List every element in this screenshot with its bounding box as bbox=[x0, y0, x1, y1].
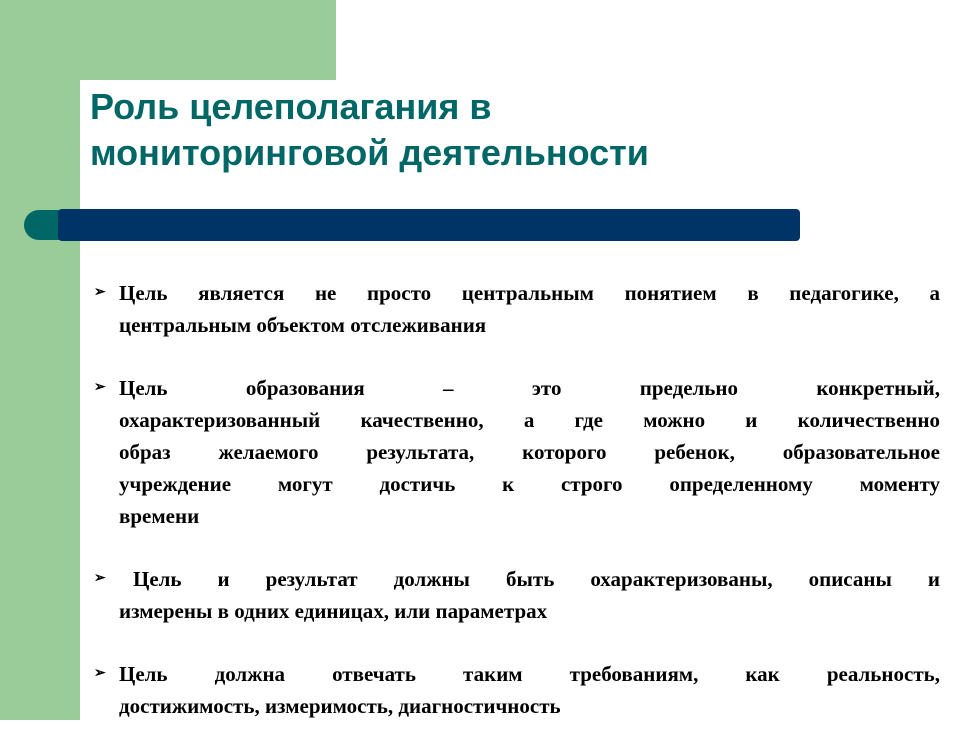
bullet-item bbox=[94, 277, 940, 341]
bullet-text-line: времени bbox=[119, 504, 200, 528]
bullet-text-line: центральным объектом отслеживания bbox=[119, 313, 487, 337]
title-divider-bar bbox=[58, 209, 800, 241]
bullet-list bbox=[94, 277, 940, 753]
bullet-text-line: достижимость, измеримость, диагностичность bbox=[119, 694, 561, 718]
decor-green-corner bbox=[80, 0, 336, 80]
bullet-item bbox=[94, 658, 940, 722]
bullet-text-line: Цель должна отвечать таким требованиям, как реальность, bbox=[119, 662, 940, 686]
arrowhead-bullet-icon: ➢ bbox=[94, 666, 106, 681]
bullet-text-line: образ желаемого результата, которого ребенок, образовательное bbox=[119, 440, 940, 464]
decor-green-band bbox=[0, 0, 80, 720]
arrowhead-bullet-icon: ➢ bbox=[94, 380, 106, 395]
slide-title bbox=[90, 84, 890, 176]
bullet-text-line: измерены в одних единицах, или параметрах bbox=[119, 599, 548, 623]
bullet-text-line: Цель является не просто центральным понятием в педагогике, а bbox=[119, 281, 940, 305]
slide-title-line-2: мониторинговой деятельности bbox=[90, 132, 649, 173]
bullet-text-line: охарактеризованный качественно, а где можно и количественно bbox=[119, 408, 940, 432]
bullet-item bbox=[94, 563, 940, 627]
arrowhead-bullet-icon: ➢ bbox=[94, 571, 106, 586]
slide-title-line-1: Роль целеполагания в bbox=[90, 86, 492, 127]
bullet-item bbox=[94, 372, 940, 532]
bullet-text-line: учреждение могут достичь к строго определенному моменту bbox=[119, 472, 940, 496]
bullet-text-line: Цель образования – это предельно конкретный, bbox=[119, 376, 940, 400]
bullet-text-line: Цель и результат должны быть охарактеризованы, описаны и bbox=[133, 567, 940, 591]
arrowhead-bullet-icon: ➢ bbox=[94, 285, 106, 300]
